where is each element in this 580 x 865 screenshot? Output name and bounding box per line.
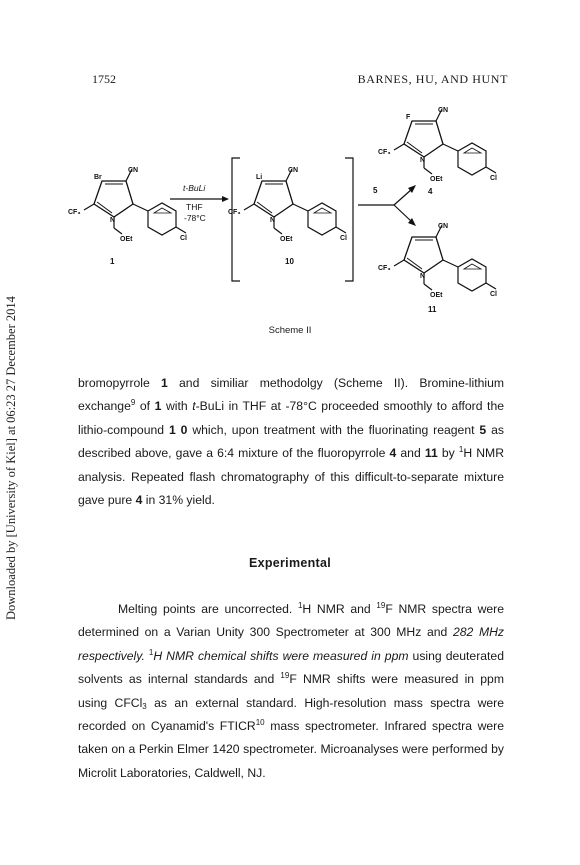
compound-4-structure: [378, 107, 497, 196]
compound-10-structure: [228, 167, 347, 266]
reagent-line3: -78°C: [184, 213, 206, 223]
cl-label: Cl: [180, 235, 187, 242]
reaction-scheme: [0, 0, 580, 320]
reagent-line1: t-BuLi: [183, 183, 206, 193]
reaction-arrow-2: [358, 185, 416, 226]
reagent-line2: THF: [186, 202, 203, 212]
cl-label: Cl: [490, 291, 497, 298]
compound-label: 4: [428, 187, 433, 196]
n-label: N: [420, 273, 426, 280]
scheme-caption: Scheme II: [268, 325, 312, 336]
compound-label: 11: [428, 305, 437, 314]
page-number: 1752: [92, 72, 116, 86]
compound-11-structure: [378, 223, 497, 314]
fluorinating-reagent-label: 5: [373, 186, 378, 195]
compound-label: 1: [110, 257, 115, 266]
cn-label: CN: [128, 167, 139, 174]
cn-label: CN: [288, 167, 299, 174]
cf3-label: CF₃: [68, 209, 81, 216]
section-heading-experimental: Experimental: [248, 556, 332, 570]
cl-label: Cl: [490, 175, 497, 182]
cn-label: CN: [438, 223, 449, 230]
experimental-paragraph: Melting points are uncorrected. $^1$H NMR and $^{19}$F NMR spectra were determined on a Varian Unity 300 Spectrometer at 300 MHz and 282 MHz respectively. $^1$H NMR chemical shifts were measured in ppm using deuterated solvents as internal standards and $^{19}$F NMR shifts were measured in ppm using CFCl$_3$ as an external standard. High-resolution mass spectra were recorded on Cyanamid's FTICR$^{10}$ mass spectrometer. Infrared spectra were taken on a Perkin Elmer 1420 spectrometer. Microanalyses were performed by Microlit Laboratories, Caldwell, NJ.: [78, 601, 505, 780]
oet-label: OEt: [280, 236, 293, 243]
compound-1-structure: [68, 167, 187, 266]
oet-label: OEt: [430, 176, 443, 183]
reaction-arrow-1: [170, 183, 229, 223]
running-head: BARNES, HU, AND HUNT: [357, 72, 508, 86]
cl-label: Cl: [340, 235, 347, 242]
f-label: F: [406, 114, 411, 121]
body-paragraph: bromopyrrole 1 and similiar methodolgy (Scheme II). Bromine-lithium exchange$^9$ of 1 with t-BuLi in THF at -78°C proceeded smoothly to afford the lithio-compound 1 0 which, upon treatment with the fluorinating reagent 5 as described above, gave a 6:4 mixture of the fluoropyrrole 4 and 11 by $^1$H NMR analysis. Repeated flash chromatography of this difficult-to-separate mixture gave pure 4 in 31% yield.: [78, 376, 504, 508]
cf3-label: CF₃: [228, 209, 241, 216]
br-label: Br: [94, 174, 102, 181]
li-label: Li: [256, 174, 263, 181]
cf3-label: CF₃: [378, 265, 391, 272]
cn-label: CN: [438, 107, 449, 114]
compound-label: 10: [285, 257, 294, 266]
cf3-label: CF₃: [378, 149, 391, 156]
oet-label: OEt: [120, 236, 133, 243]
download-notice: Downloaded by [University of Kiel] at 06:23 27 December 2014: [4, 296, 18, 620]
n-label: N: [420, 157, 426, 164]
oet-label: OEt: [430, 292, 443, 299]
n-label: N: [270, 217, 276, 224]
n-label: N: [110, 217, 116, 224]
